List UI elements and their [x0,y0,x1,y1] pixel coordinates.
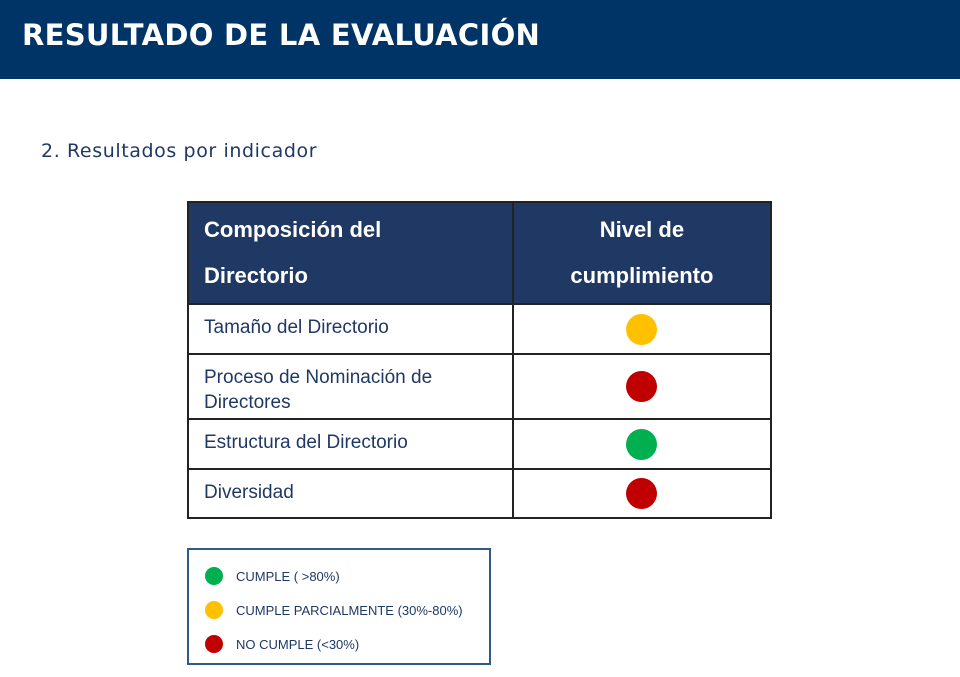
level-cell [513,469,771,518]
legend-box [187,548,491,665]
level-cell [513,304,771,354]
table-row [188,419,771,469]
status-dot-icon [626,478,657,509]
table-header-row [188,202,771,304]
level-column-header [513,202,771,304]
status-dot-icon [626,429,657,460]
level-header-line2: cumplimiento [570,263,714,288]
indicator-header-line1: Composición del [204,217,382,242]
section-subtitle: 2. Resultados por indicador [41,140,318,162]
results-table [187,201,772,519]
legend-item-no-cumple [205,634,359,654]
indicator-header-line2: Directorio [204,263,308,288]
level-cell [513,419,771,469]
indicator-cell: Estructura del Directorio [188,419,513,469]
status-dot-icon [626,371,657,402]
green-dot-icon [205,567,223,585]
status-dot-icon [626,314,657,345]
page-title: RESULTADO DE LA EVALUACIÓN [22,18,541,52]
red-dot-icon [205,635,223,653]
indicator-column-header [188,202,513,304]
legend-label: CUMPLE PARCIALMENTE (30%-80%) [236,602,463,618]
header-banner [0,0,960,79]
indicator-cell: Proceso de Nominación de Directores [188,354,513,419]
table-row [188,469,771,518]
table-row [188,354,771,419]
legend-label: CUMPLE ( >80%) [236,568,340,584]
table-row [188,304,771,354]
indicator-cell: Diversidad [188,469,513,518]
level-cell [513,354,771,419]
legend-item-cumple [205,566,340,586]
indicator-cell: Tamaño del Directorio [188,304,513,354]
legend-label: NO CUMPLE (<30%) [236,636,360,652]
yellow-dot-icon [205,601,223,619]
level-header-line1: Nivel de [599,217,685,242]
legend-item-parcial [205,600,463,620]
